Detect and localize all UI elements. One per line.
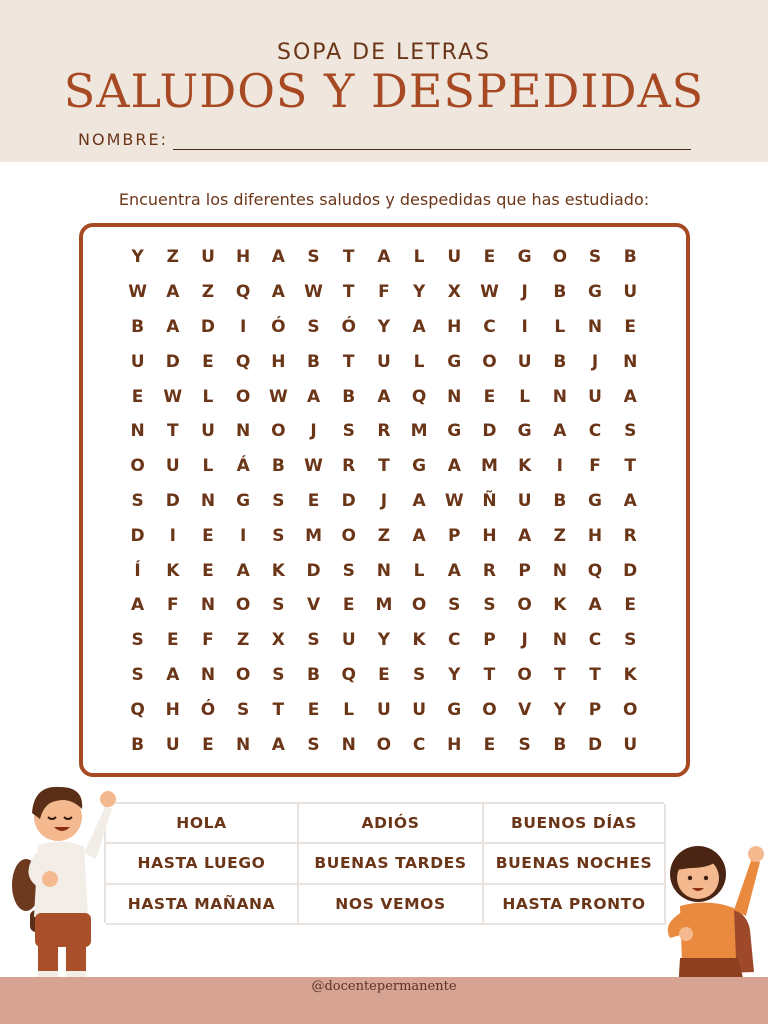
grid-letter[interactable]: H bbox=[236, 247, 251, 268]
grid-letter[interactable]: Á bbox=[236, 456, 250, 477]
grid-letter[interactable]: K bbox=[271, 560, 285, 581]
grid-letter[interactable]: D bbox=[623, 560, 638, 581]
grid-letter[interactable]: U bbox=[201, 421, 215, 442]
grid-letter[interactable]: N bbox=[376, 560, 392, 581]
grid-letter[interactable]: T bbox=[342, 282, 355, 303]
grid-letter[interactable]: U bbox=[517, 351, 532, 372]
grid-letter[interactable]: A bbox=[271, 734, 285, 755]
grid-letter[interactable]: R bbox=[377, 421, 391, 442]
word-list-item: HASTA LUEGO bbox=[106, 844, 299, 884]
grid-letter[interactable]: S bbox=[272, 664, 285, 685]
grid-letter[interactable]: I bbox=[239, 525, 247, 546]
grid-letter[interactable]: Q bbox=[235, 351, 251, 372]
word-list-item: BUENAS TARDES bbox=[299, 844, 484, 884]
grid-letter[interactable]: U bbox=[377, 351, 391, 372]
grid-letter[interactable]: W bbox=[304, 282, 323, 303]
grid-letter[interactable]: E bbox=[378, 664, 390, 685]
grid-letter[interactable]: S bbox=[412, 664, 426, 685]
grid-letter[interactable]: D bbox=[482, 421, 497, 442]
grid-letter[interactable]: B bbox=[553, 351, 567, 372]
grid-letter[interactable]: I bbox=[239, 316, 247, 337]
word-list-item: BUENOS DÍAS bbox=[484, 804, 666, 844]
grid-letter[interactable]: U bbox=[130, 351, 145, 372]
grid-letter[interactable]: N bbox=[130, 421, 145, 442]
grid-letter[interactable]: S bbox=[237, 699, 250, 720]
grid-letter[interactable]: A bbox=[588, 595, 602, 616]
grid-letter[interactable]: N bbox=[236, 421, 251, 442]
grid-letter[interactable]: U bbox=[165, 456, 180, 477]
grid-letter[interactable]: A bbox=[166, 664, 180, 685]
grid-letter[interactable]: O bbox=[482, 699, 497, 720]
grid-letter[interactable]: L bbox=[413, 560, 425, 581]
grid-letter[interactable]: Q bbox=[235, 282, 251, 303]
grid-letter[interactable]: Ó bbox=[271, 316, 286, 337]
word-list-item: ADIÓS bbox=[299, 804, 484, 844]
grid-letter[interactable]: Í bbox=[134, 560, 141, 581]
grid-letter[interactable]: L bbox=[519, 386, 531, 407]
grid-letter[interactable]: B bbox=[553, 734, 567, 755]
grid-letter[interactable]: B bbox=[307, 664, 321, 685]
grid-letter[interactable]: N bbox=[552, 386, 567, 407]
grid-letter[interactable]: K bbox=[166, 560, 180, 581]
grid-letter[interactable]: U bbox=[341, 630, 356, 651]
grid-letter[interactable]: M bbox=[305, 525, 322, 546]
grid-letter[interactable]: S bbox=[131, 664, 144, 685]
grid-letter[interactable]: Y bbox=[131, 247, 144, 268]
grid-letter[interactable]: M bbox=[410, 421, 428, 442]
word-list-item: HASTA PRONTO bbox=[484, 885, 666, 925]
grid-letter[interactable]: E bbox=[483, 386, 496, 407]
grid-letter[interactable]: N bbox=[552, 630, 567, 651]
word-list-item: HASTA MAÑANA bbox=[106, 885, 299, 925]
grid-letter[interactable]: W bbox=[128, 282, 147, 303]
grid-letter[interactable]: U bbox=[623, 734, 638, 755]
grid-letter[interactable]: D bbox=[165, 490, 180, 511]
grid-letter[interactable]: S bbox=[483, 595, 496, 616]
grid-letter[interactable]: T bbox=[483, 664, 496, 685]
grid-letter[interactable]: L bbox=[554, 316, 566, 337]
grid-letter[interactable]: S bbox=[272, 525, 285, 546]
grid-letter[interactable]: Q bbox=[587, 560, 603, 581]
grid-letter[interactable]: O bbox=[376, 734, 392, 755]
grid-letter[interactable]: U bbox=[377, 699, 391, 720]
grid-letter[interactable]: D bbox=[587, 734, 603, 755]
grid-letter[interactable]: G bbox=[517, 247, 532, 268]
name-line[interactable] bbox=[173, 149, 691, 150]
grid-letter[interactable]: S bbox=[131, 630, 144, 651]
grid-letter[interactable]: G bbox=[236, 490, 251, 511]
grid-letter[interactable]: T bbox=[342, 351, 355, 372]
grid-letter[interactable]: E bbox=[131, 386, 144, 407]
grid-letter[interactable]: O bbox=[517, 664, 532, 685]
grid-letter[interactable]: Y bbox=[448, 664, 461, 685]
grid-letter[interactable]: A bbox=[271, 247, 285, 268]
grid-letter[interactable]: S bbox=[272, 595, 285, 616]
grid-letter[interactable]: K bbox=[518, 456, 532, 477]
grid-letter[interactable]: E bbox=[307, 699, 320, 720]
grid-letter[interactable]: P bbox=[518, 560, 531, 581]
worksheet-subtitle: SOPA DE LETRAS bbox=[276, 40, 492, 65]
grid-letter[interactable]: X bbox=[447, 282, 461, 303]
grid-letter[interactable]: G bbox=[447, 351, 462, 372]
grid-letter[interactable]: A bbox=[447, 560, 461, 581]
worksheet-title: SALUDOS Y DESPEDIDAS bbox=[63, 64, 705, 118]
grid-letter[interactable]: Q bbox=[411, 386, 427, 407]
grid-letter[interactable]: U bbox=[165, 734, 180, 755]
grid-letter[interactable]: K bbox=[623, 664, 637, 685]
grid-letter[interactable]: Y bbox=[377, 316, 391, 337]
grid-letter[interactable]: O bbox=[517, 595, 532, 616]
grid-letter[interactable]: S bbox=[272, 490, 285, 511]
grid-letter[interactable]: S bbox=[307, 247, 320, 268]
grid-letter[interactable]: S bbox=[518, 734, 531, 755]
grid-letter[interactable]: H bbox=[482, 525, 497, 546]
grid-letter[interactable]: S bbox=[307, 630, 320, 651]
instructions-text: Encuentra los diferentes saludos y despedidas que has estudiado: bbox=[118, 190, 650, 209]
grid-letter[interactable]: J bbox=[591, 351, 599, 372]
grid-letter[interactable]: B bbox=[553, 282, 567, 303]
grid-letter[interactable]: R bbox=[482, 560, 497, 581]
grid-letter[interactable]: C bbox=[448, 630, 461, 651]
grid-letter[interactable]: Q bbox=[130, 699, 145, 720]
grid-letter[interactable]: A bbox=[166, 282, 180, 303]
grid-letter[interactable]: J bbox=[310, 421, 317, 442]
grid-letter[interactable]: F bbox=[202, 630, 214, 651]
grid-letter[interactable]: A bbox=[518, 525, 532, 546]
word-list-item: HOLA bbox=[106, 804, 299, 844]
grid-letter[interactable]: O bbox=[411, 595, 427, 616]
grid-letter[interactable]: N bbox=[341, 734, 356, 755]
grid-letter[interactable]: L bbox=[413, 351, 425, 372]
grid-letter[interactable]: T bbox=[589, 664, 601, 685]
grid-letter[interactable]: A bbox=[377, 386, 391, 407]
grid-letter[interactable]: T bbox=[342, 247, 355, 268]
grid-letter[interactable]: G bbox=[447, 421, 462, 442]
grid-letter[interactable]: D bbox=[165, 351, 180, 372]
grid-letter[interactable]: U bbox=[447, 247, 462, 268]
grid-letter[interactable]: Q bbox=[341, 664, 356, 685]
grid-letter[interactable]: V bbox=[518, 699, 532, 720]
grid-letter[interactable]: U bbox=[201, 247, 215, 268]
grid-letter[interactable]: W bbox=[163, 386, 183, 407]
grid-letter[interactable]: Z bbox=[201, 282, 215, 303]
grid-letter[interactable]: A bbox=[623, 386, 637, 407]
grid-letter[interactable]: W bbox=[444, 490, 464, 511]
grid-letter[interactable]: P bbox=[588, 699, 602, 720]
name-label: NOMBRE: bbox=[78, 130, 168, 149]
grid-letter[interactable]: G bbox=[588, 282, 603, 303]
grid-letter[interactable]: Z bbox=[377, 525, 391, 546]
grid-letter[interactable]: U bbox=[517, 490, 532, 511]
grid-letter[interactable]: N bbox=[200, 490, 216, 511]
grid-letter[interactable]: A bbox=[306, 386, 321, 407]
grid-letter[interactable]: A bbox=[271, 282, 285, 303]
grid-letter[interactable]: Y bbox=[377, 630, 391, 651]
grid-letter[interactable]: Ó bbox=[341, 316, 356, 337]
grid-letter[interactable]: S bbox=[307, 734, 320, 755]
grid-letter[interactable]: M bbox=[481, 456, 498, 477]
grid-letter[interactable]: B bbox=[131, 734, 145, 755]
grid-letter[interactable]: P bbox=[483, 630, 496, 651]
grid-letter[interactable]: A bbox=[412, 316, 426, 337]
grid-letter[interactable]: B bbox=[271, 456, 285, 477]
grid-letter[interactable]: N bbox=[623, 351, 638, 372]
grid-letter[interactable]: A bbox=[236, 560, 250, 581]
grid-letter[interactable]: B bbox=[342, 386, 356, 407]
grid-letter[interactable]: T bbox=[272, 699, 285, 720]
grid-letter[interactable]: H bbox=[447, 734, 462, 755]
grid-letter[interactable]: J bbox=[521, 630, 528, 651]
grid-letter[interactable]: B bbox=[307, 351, 321, 372]
grid-letter[interactable]: N bbox=[200, 595, 216, 616]
grid-letter[interactable]: H bbox=[165, 699, 180, 720]
grid-letter[interactable]: A bbox=[553, 421, 567, 442]
grid-letter[interactable]: E bbox=[307, 490, 320, 511]
grid-letter[interactable]: I bbox=[169, 525, 176, 546]
grid-letter[interactable]: Z bbox=[166, 247, 179, 268]
grid-letter[interactable]: T bbox=[554, 664, 566, 685]
grid-letter[interactable]: P bbox=[448, 525, 461, 546]
grid-letter[interactable]: O bbox=[552, 247, 568, 268]
grid-letter[interactable]: O bbox=[622, 699, 638, 720]
grid-letter[interactable]: E bbox=[483, 247, 496, 268]
grid-letter[interactable]: L bbox=[202, 456, 214, 477]
grid-letter[interactable]: K bbox=[412, 630, 426, 651]
grid-letter[interactable]: H bbox=[587, 525, 603, 546]
grid-letter[interactable]: M bbox=[375, 595, 393, 616]
word-list-item: NOS VEMOS bbox=[299, 885, 484, 925]
grid-letter[interactable]: D bbox=[200, 316, 216, 337]
letter-grid bbox=[120, 240, 648, 762]
grid-letter[interactable]: O bbox=[482, 351, 497, 372]
grid-letter[interactable]: A bbox=[412, 490, 426, 511]
grid-letter[interactable]: A bbox=[166, 316, 180, 337]
grid-letter[interactable]: L bbox=[343, 699, 355, 720]
grid-letter[interactable]: O bbox=[341, 525, 356, 546]
grid-letter[interactable]: B bbox=[553, 490, 567, 511]
boy-illustration bbox=[8, 775, 118, 990]
grid-letter[interactable]: O bbox=[130, 456, 145, 477]
grid-letter[interactable]: Z bbox=[236, 630, 250, 651]
grid-letter[interactable]: H bbox=[447, 316, 462, 337]
grid-letter[interactable]: S bbox=[448, 595, 461, 616]
grid-letter[interactable]: A bbox=[131, 595, 145, 616]
grid-letter[interactable]: Z bbox=[553, 525, 566, 546]
grid-letter[interactable]: F bbox=[166, 595, 179, 616]
grid-letter[interactable]: C bbox=[588, 421, 602, 442]
grid-letter[interactable]: N bbox=[587, 316, 603, 337]
grid-letter[interactable]: S bbox=[624, 630, 637, 651]
grid-letter[interactable]: A bbox=[377, 247, 391, 268]
grid-letter[interactable]: Y bbox=[553, 699, 566, 720]
grid-letter[interactable]: E bbox=[202, 560, 214, 581]
grid-letter[interactable]: G bbox=[447, 699, 462, 720]
grid-letter[interactable]: H bbox=[271, 351, 286, 372]
grid-letter[interactable]: C bbox=[588, 630, 602, 651]
grid-letter[interactable]: T bbox=[378, 456, 390, 477]
grid-letter[interactable]: D bbox=[341, 490, 356, 511]
grid-letter[interactable]: E bbox=[624, 316, 637, 337]
grid-letter[interactable]: B bbox=[623, 247, 637, 268]
grid-letter[interactable]: D bbox=[130, 525, 145, 546]
grid-letter[interactable]: I bbox=[556, 456, 563, 477]
grid-letter[interactable]: I bbox=[521, 316, 528, 337]
word-list bbox=[104, 802, 664, 923]
grid-letter[interactable]: G bbox=[517, 421, 532, 442]
grid-letter[interactable]: C bbox=[412, 734, 426, 755]
grid-letter[interactable]: O bbox=[235, 664, 251, 685]
grid-letter[interactable]: A bbox=[623, 490, 637, 511]
grid-letter[interactable]: D bbox=[306, 560, 321, 581]
grid-letter[interactable]: G bbox=[588, 490, 603, 511]
grid-letter[interactable]: U bbox=[623, 282, 638, 303]
grid-letter[interactable]: N bbox=[236, 734, 251, 755]
grid-letter[interactable]: F bbox=[378, 282, 390, 303]
grid-letter[interactable]: C bbox=[483, 316, 496, 337]
grid-letter[interactable]: F bbox=[589, 456, 601, 477]
grid-letter[interactable]: L bbox=[202, 386, 214, 407]
grid-letter[interactable]: U bbox=[588, 386, 602, 407]
grid-letter[interactable]: T bbox=[624, 456, 637, 477]
grid-letter[interactable]: R bbox=[623, 525, 637, 546]
grid-letter[interactable]: J bbox=[380, 490, 388, 511]
grid-letter[interactable]: E bbox=[483, 734, 496, 755]
grid-letter[interactable]: E bbox=[624, 595, 637, 616]
grid-letter[interactable]: A bbox=[447, 456, 461, 477]
grid-letter[interactable]: S bbox=[588, 247, 602, 268]
grid-letter[interactable]: W bbox=[268, 386, 288, 407]
grid-letter[interactable]: G bbox=[412, 456, 427, 477]
grid-letter[interactable]: V bbox=[306, 595, 321, 616]
grid-letter[interactable]: E bbox=[202, 351, 214, 372]
grid-letter[interactable]: Ó bbox=[200, 699, 216, 720]
grid-letter[interactable]: S bbox=[342, 560, 355, 581]
grid-letter[interactable]: O bbox=[235, 386, 251, 407]
grid-letter[interactable]: X bbox=[271, 630, 285, 651]
grid-letter[interactable]: N bbox=[552, 560, 567, 581]
grid-letter[interactable]: Ñ bbox=[482, 490, 497, 511]
grid-letter[interactable]: E bbox=[202, 734, 214, 755]
grid-letter[interactable]: E bbox=[202, 525, 214, 546]
grid-letter[interactable]: R bbox=[342, 456, 356, 477]
grid-letter[interactable]: O bbox=[271, 421, 286, 442]
grid-letter[interactable]: K bbox=[553, 595, 567, 616]
grid-letter[interactable]: L bbox=[413, 247, 425, 268]
grid-letter[interactable]: W bbox=[480, 282, 499, 303]
grid-letter[interactable]: E bbox=[342, 595, 355, 616]
grid-letter[interactable]: A bbox=[412, 525, 426, 546]
word-list-item: BUENAS NOCHES bbox=[484, 844, 666, 884]
grid-letter[interactable]: S bbox=[307, 316, 320, 337]
grid-letter[interactable]: O bbox=[235, 595, 251, 616]
grid-letter[interactable]: S bbox=[342, 421, 355, 442]
grid-letter[interactable]: W bbox=[304, 456, 323, 477]
grid-letter[interactable]: B bbox=[131, 316, 145, 337]
grid-letter[interactable]: N bbox=[200, 664, 216, 685]
grid-letter[interactable]: J bbox=[521, 282, 528, 303]
grid-letter[interactable]: Y bbox=[412, 282, 426, 303]
author-credit: @docentepermanente bbox=[311, 979, 457, 994]
grid-letter[interactable]: S bbox=[624, 421, 637, 442]
grid-letter[interactable]: S bbox=[131, 490, 144, 511]
grid-letter[interactable]: E bbox=[166, 630, 179, 651]
grid-letter[interactable]: N bbox=[447, 386, 462, 407]
grid-letter[interactable]: U bbox=[412, 699, 426, 720]
grid-letter[interactable]: T bbox=[166, 421, 179, 442]
